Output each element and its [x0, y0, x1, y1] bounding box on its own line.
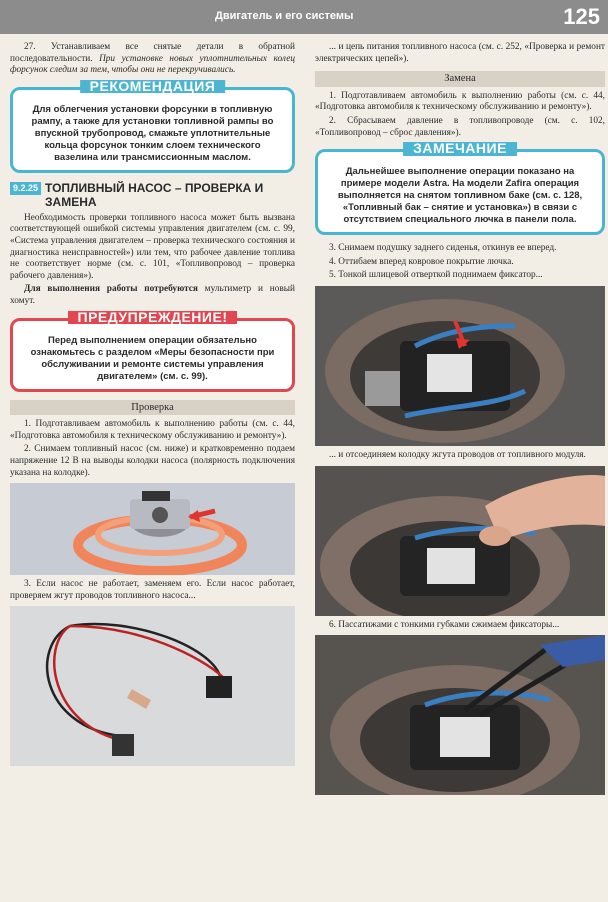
- caption-disconnect: ... и отсоединяем колодку жгута проводов от топливного модуля.: [329, 449, 586, 460]
- note-text: Дальнейшее выполнение операции показано на примере модели Astra. На модели Zafira операция выполняется на снятом топливном баке (см. с. 128, «Топливный бак – снятие и установка») в связи с отсутствием специального лючка в панели пола.: [337, 166, 583, 226]
- note-box: [315, 140, 605, 235]
- recommendation-text: Для облегчения установки форсунки в топливную рампу, а также для установки топливной рампы во впускной трубопровод, смажьте уплотнительные кольца форсунок тонким слоем технического вазелина или трансмиссионным маслом.: [31, 103, 274, 163]
- step-27: 27. Устанавливаем все снятые детали в обратной последовательности. При установке новых уплотнительных колец форсунок следим за тем, чтобы они не перекручивались.: [10, 42, 295, 76]
- warning-text: Перед выполнением операции обязательно ознакомьтесь с разделом «Меры безопасности при обслуживании и ремонте системы управления двигателем» (см. с. 99).: [30, 334, 275, 382]
- section-title: ТОПЛИВНЫЙ НАСОС – ПРОВЕРКА И ЗАМЕНА: [45, 180, 264, 209]
- intro-paragraph: Необходимость проверки топливного насоса может быть вызвана соответствующей ошибкой системы управления двигателем (см. с. 99, «Система управления двигателем – проверка технического состояния и диагностика неисправностей») или тем, что рабочее давление топлива не соответствует норме (см. с. 101, «Топливопровод – проверка рабочего давления»).: [10, 212, 295, 281]
- page-number: 125: [563, 4, 600, 29]
- replace-step-2: 2. Сбрасываем давление в топливопроводе (см. с. 102, «Топливопровод – сброс давления»).: [315, 115, 605, 138]
- right-column: [315, 42, 605, 799]
- disconnect-connector-photo: [315, 466, 605, 616]
- replace-step-4: 4. Оттибаем вперед ковровое покрытие лючка.: [329, 256, 514, 267]
- page-header: [0, 0, 608, 34]
- recommendation-box: [10, 77, 295, 173]
- wiring-harness-photo: [10, 606, 295, 766]
- note-title: ЗАМЕЧАНИЕ: [403, 142, 517, 156]
- left-column: [10, 42, 295, 770]
- tools-paragraph: Для выполнения работы потребуются мультиметр и новый хомут.: [10, 284, 295, 306]
- check-header: Проверка: [10, 400, 295, 416]
- replace-header: Замена: [315, 71, 605, 87]
- warning-box: [10, 308, 295, 392]
- section-heading: [10, 181, 295, 209]
- fuel-module-photo: [315, 286, 605, 446]
- replace-step-3: 3. Снимаем подушку заднего сиденья, откинув ее вперед.: [329, 243, 557, 254]
- recommendation-title: РЕКОМЕНДАЦИЯ: [80, 80, 226, 94]
- check-step-3: 3. Если насос не работает, заменяем его. Если насос работает, проверяем жгут проводов топливного насоса...: [10, 579, 295, 601]
- header-title: Двигатель и его системы: [215, 10, 354, 22]
- replace-step-1: 1. Подготавливаем автомобиль к выполнению работы (см. с. 44, «Подготовка автомобиля к техническому обслуживанию и ремонту»).: [315, 90, 605, 113]
- fuel-pump-photo: [10, 483, 295, 575]
- continuation-text: ... и цепь питания топливного насоса (см. с. 252, «Проверка и ремонт электрических цепей»).: [315, 42, 605, 64]
- check-step-1: 1. Подготавливаем автомобиль к выполнению работы (см. с. 44, «Подготовка автомобиля к техническому обслуживанию и ремонту»).: [10, 419, 295, 441]
- pliers-photo: [315, 635, 605, 795]
- section-number: 9.2.25: [10, 182, 41, 196]
- warning-title: ПРЕДУПРЕЖДЕНИЕ!: [68, 311, 238, 325]
- replace-step-6: 6. Пассатижами с тонкими губками сжимаем фиксаторы...: [329, 619, 560, 630]
- replace-step-5: 5. Тонкой шлицевой отверткой поднимаем фиксатор...: [329, 270, 543, 281]
- check-step-2: 2. Снимаем топливный насос (см. ниже) и кратковременно подаем напряжение 12 В на выводы колодки насоса (полярность подключения указана на колодке).: [10, 444, 295, 478]
